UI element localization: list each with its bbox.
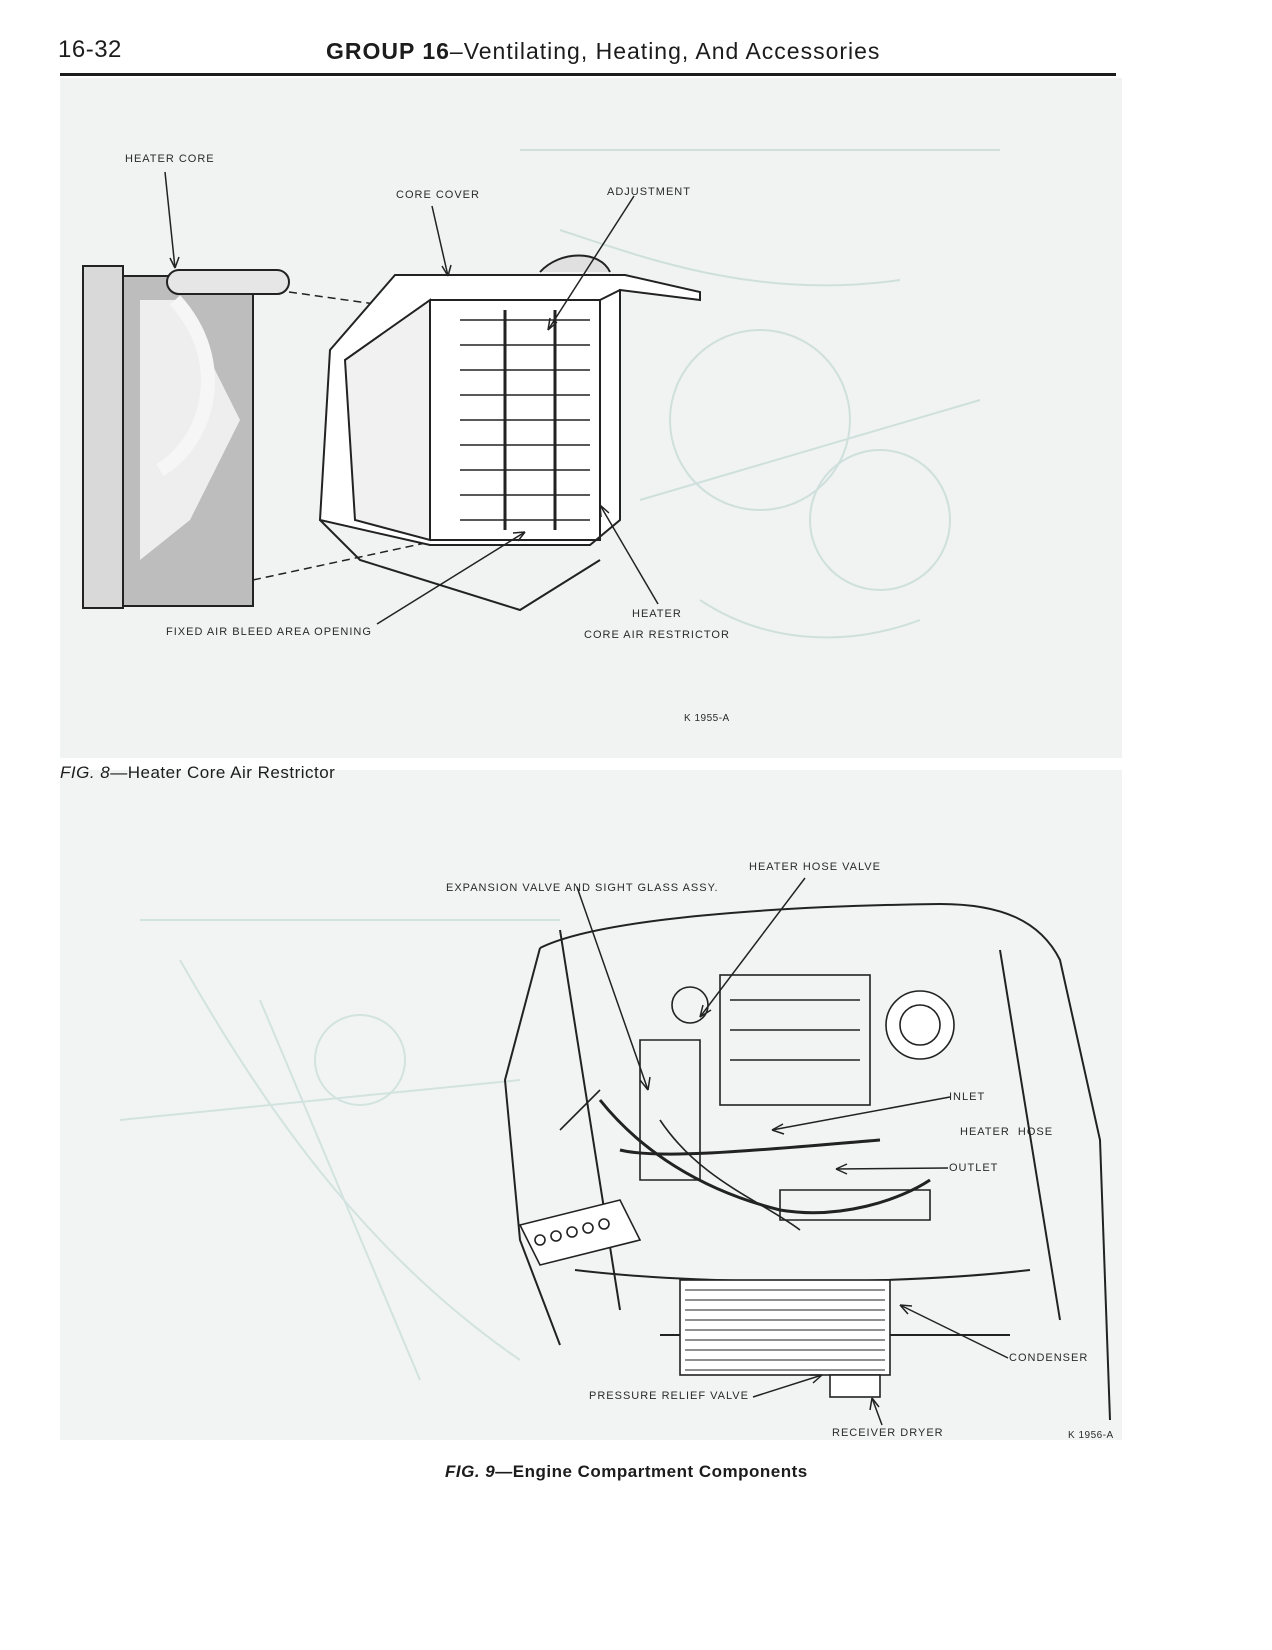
label-pressure-relief-valve: PRESSURE RELIEF VALVE: [589, 1390, 749, 1402]
group-title: –Ventilating, Heating, And Accessories: [449, 38, 881, 64]
label-heater-hose: HEATER HOSE: [960, 1126, 1054, 1138]
label-adjustment: ADJUSTMENT: [607, 186, 691, 198]
figure-8-code: K 1955-A: [684, 713, 730, 724]
label-outlet: OUTLET: [949, 1162, 999, 1174]
figure-9-caption-prefix: FIG. 9: [445, 1462, 496, 1481]
group-label: GROUP 16: [326, 38, 450, 64]
condenser-illustration: [680, 1280, 890, 1397]
label-fixed-air-bleed: FIXED AIR BLEED AREA OPENING: [166, 626, 372, 638]
label-inlet: INLET: [949, 1091, 986, 1103]
figure-9-caption-text: —Engine Compartment Components: [495, 1462, 808, 1481]
figure-9-code: K 1956-A: [1068, 1430, 1114, 1441]
label-expansion-valve: EXPANSION VALVE AND SIGHT GLASS ASSY.: [446, 882, 719, 894]
label-core-cover: CORE COVER: [396, 189, 480, 201]
figure-8-caption-prefix: FIG. 8: [60, 763, 111, 782]
label-receiver-dryer: RECEIVER DRYER: [832, 1427, 944, 1439]
figure-9-caption: [445, 1462, 808, 1482]
label-condenser: CONDENSER: [1009, 1352, 1089, 1364]
page-number: 16-32: [58, 36, 122, 63]
figure-8-caption-text: —Heater Core Air Restrictor: [110, 763, 336, 782]
label-core-air-restrictor: CORE AIR RESTRICTOR: [584, 629, 730, 641]
label-heater-hose-valve: HEATER HOSE VALVE: [749, 861, 881, 873]
label-heater-core: HEATER CORE: [125, 153, 215, 165]
label-heater: HEATER: [632, 608, 682, 620]
battery-illustration: [520, 1200, 640, 1265]
